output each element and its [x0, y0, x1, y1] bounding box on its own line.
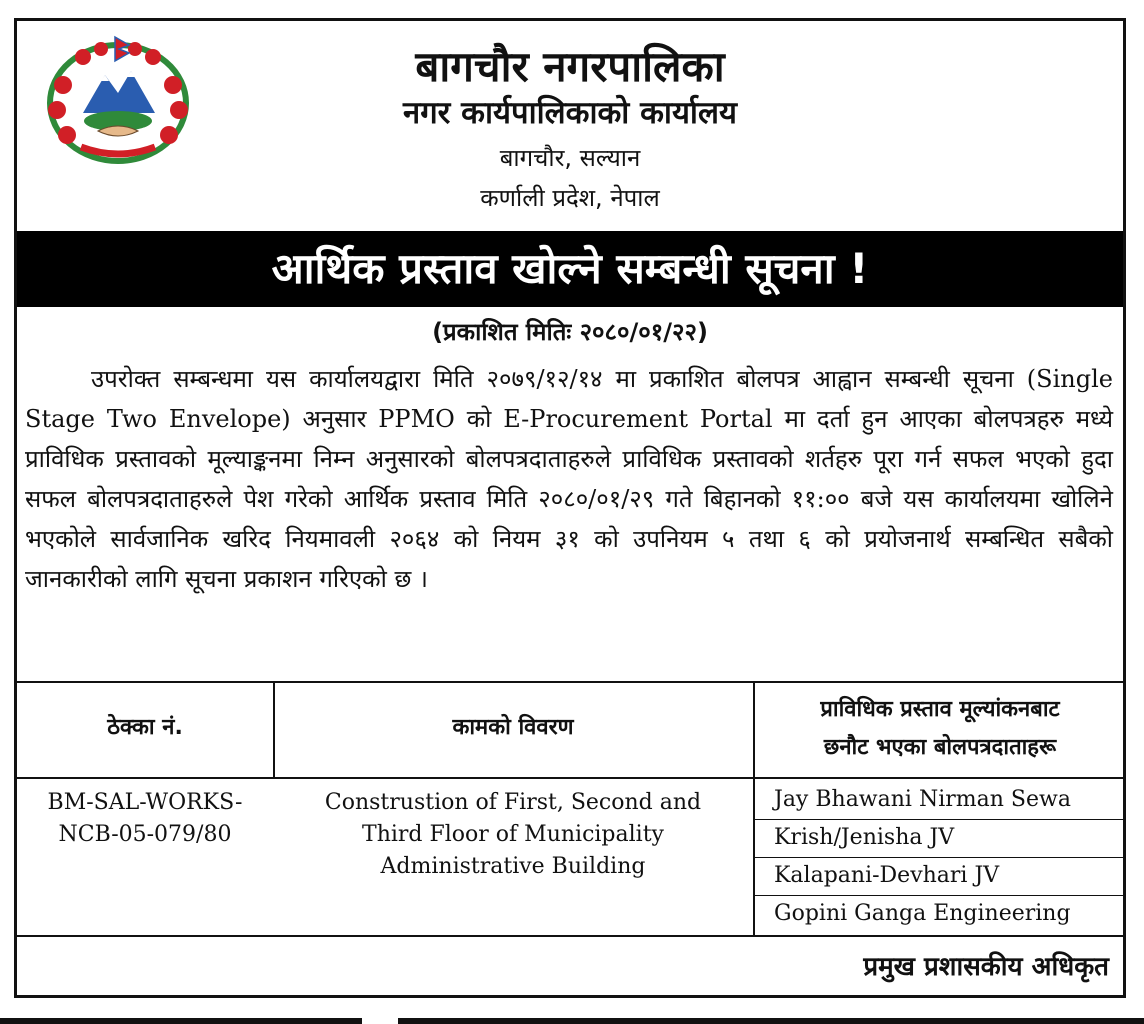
office-name: नगर कार्यपालिकाको कार्यालय — [403, 95, 737, 131]
contract-no-line-1: BM-SAL-WORKS- — [47, 790, 243, 815]
publish-date: (प्रकाशित मितिः २०८०/०१/२२) — [432, 318, 708, 346]
notice-body: उपरोक्त सम्बन्धमा यस कार्यालयद्वारा मिति २०७९/१२/१४ मा प्रकाशित बोलपत्र आह्वान सम्बन्धी सूचना (Single Stage Two Envelope) अनुसार PPMO को E-Procurement Portal मा दर्ता हुन आएका बोलपत्रहरु मध्ये प्राविधिक प्रस्तावको मूल्याङ्कनमा निम्न अनुसारको बोलपत्रदाताहरुले प्राविधिक प्रस्तावको शर्तहरु पूरा गर्न सफल भएको हुदा सफल बोलपत्रदाताहरुले पेश गरेको आर्थिक प्रस्ताव मिति २०८०/०१/२९ गते बिहानको ११:०० बजे यस कार्यालयमा खोलिने भएकोले सार्वजानिक खरिद नियमावली २०६४ को नियम ३१ को उपनियम ५ तथा ६ को प्रयोजनार्थ सम्बन्धित सबैको जानकारीको लागि सूचना प्रकाशन गरिएको छ । — [25, 365, 1113, 593]
contract-no-line-2: NCB-05-079/80 — [58, 822, 232, 847]
bidder-item: Gopini Ganga Engineering — [774, 901, 1071, 926]
municipality-name: बागचौर नगरपालिका — [415, 42, 725, 91]
header-bidders-line-2: छनौट भएका बोलपत्रदाताहरू — [823, 735, 1057, 760]
bidder-item: Jay Bhawani Nirman Sewa — [774, 787, 1071, 812]
bottom-rule-right — [398, 1018, 1144, 1024]
notice-frame — [14, 18, 1126, 998]
address-line-2: कर्णाली प्रदेश, नेपाल — [480, 184, 660, 212]
description-line-1: Construstion of First, Second and — [324, 790, 702, 815]
bidder-item: Kalapani-Devhari JV — [774, 863, 1000, 888]
address-line-1: बागचौर, सल्यान — [499, 144, 641, 172]
description-line-2: Third Floor of Municipality — [362, 822, 664, 847]
description-line-3: Administrative Building — [380, 854, 646, 879]
header-work-description: कामको विवरण — [452, 715, 574, 740]
notice-title: आर्थिक प्रस्ताव खोल्ने सम्बन्धी सूचना ! — [17, 231, 1123, 307]
table-bottom-border — [17, 935, 1123, 937]
table-header-border — [17, 777, 1123, 779]
bottom-rule-left — [0, 1018, 362, 1024]
bidder-item: Krish/Jenisha JV — [774, 825, 955, 850]
header-bidders-line-1: प्राविधिक प्रस्ताव मूल्यांकनबाट — [820, 697, 1060, 722]
signature-title: प्रमुख प्रशासकीय अधिकृत — [863, 952, 1109, 982]
table-top-border — [17, 681, 1123, 683]
header-contract-no: ठेक्का नं. — [107, 715, 183, 740]
